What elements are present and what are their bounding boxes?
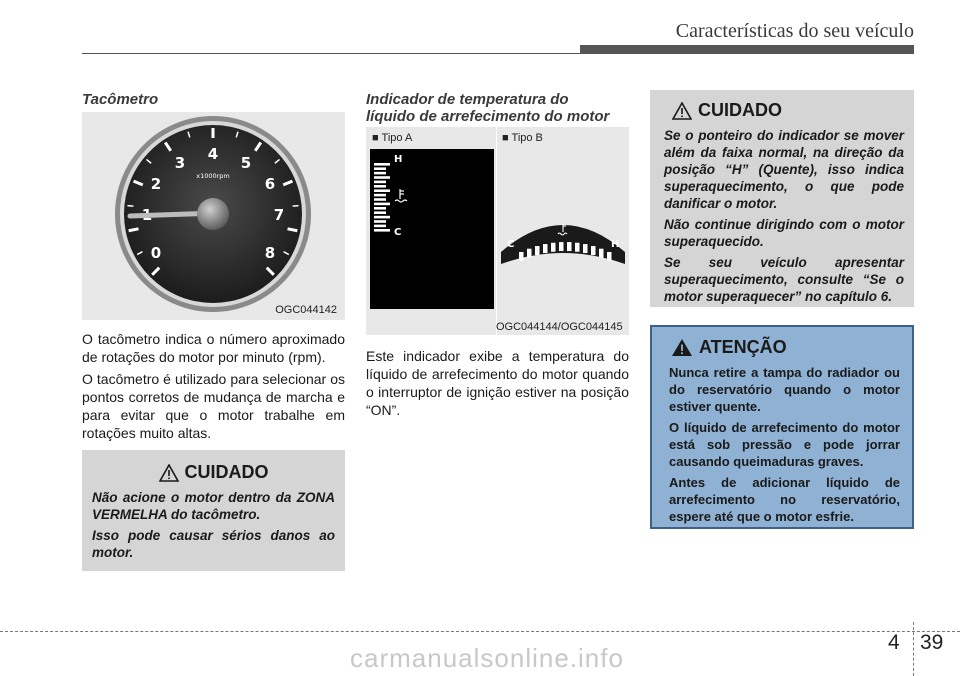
- bar-segment: [374, 194, 386, 197]
- arc-segment: [559, 242, 564, 251]
- type-b-gauge: [497, 212, 629, 272]
- tachometer-paragraph-1: O tacômetro indica o número aproximado de rotações do motor por minuto (rpm).: [82, 331, 345, 365]
- gauge-tick: [288, 229, 298, 231]
- attention-paragraph-1: Nunca retire a tampa do radiador ou do reservatório quando o motor estiver quente.: [669, 365, 900, 414]
- type-a-cold-label: C: [394, 227, 402, 238]
- bullet-square-icon: ■: [372, 132, 382, 144]
- gauge-tick: [129, 229, 139, 231]
- tachometer-description: [82, 330, 345, 446]
- bar-segment: [374, 220, 386, 223]
- gauge-number-2: 2: [150, 175, 162, 193]
- gauge-tick: [293, 206, 299, 207]
- attention-box: [650, 325, 914, 529]
- footer-separator: [913, 622, 914, 676]
- gauge-number-7: 7: [273, 206, 285, 224]
- bar-segment: [374, 198, 386, 201]
- temperature-description: [366, 347, 629, 423]
- gauge-number-4: 4: [207, 145, 219, 163]
- arc-segment: [607, 252, 612, 261]
- temperature-paragraph: Este indicador exibe a temperatura do líquido de arrefecimento do motor quando o interruptor de ignição estiver na posição “ON”.: [366, 348, 629, 418]
- tachometer-caution-header: [92, 462, 335, 483]
- tachometer-paragraph-2: O tacômetro é utilizado para selecionar os pontos corretos de mudança de marcha e para evitar que o motor trabalhe em rotações muito altas.: [82, 371, 345, 441]
- temperature-title-line-2: líquido de arrefecimento do motor: [366, 108, 610, 125]
- type-b-cold-label: C: [507, 239, 515, 250]
- attention-title: ATENÇÃO: [699, 337, 787, 357]
- tachometer-caution-title: CUIDADO: [184, 462, 269, 482]
- type-a-label: [372, 132, 412, 144]
- bar-segment: [374, 167, 386, 170]
- footer-rule: [0, 631, 960, 632]
- gauge-number-6: 6: [264, 175, 276, 193]
- arc-segment: [599, 249, 604, 258]
- bar-segment: [374, 229, 390, 232]
- type-a-gauge: [370, 149, 494, 309]
- bar-segment: [374, 185, 386, 188]
- arc-segment: [527, 249, 532, 258]
- temperature-caution-box: [650, 90, 914, 307]
- gauge-number-0: 0: [150, 244, 162, 262]
- bar-segment: [374, 216, 390, 219]
- bar-segment: [374, 203, 390, 206]
- temperature-caution-paragraph-2: Não continue dirigindo com o motor superaquecido.: [664, 217, 904, 249]
- bar-segment: [374, 176, 390, 179]
- gauge-unit: x1000rpm: [196, 172, 230, 180]
- gauge-number-5: 5: [240, 154, 252, 172]
- arc-segment: [567, 242, 572, 251]
- temperature-figure: [366, 127, 629, 335]
- arc-segment: [535, 246, 540, 255]
- tachometer-figure: [82, 112, 345, 320]
- gauge-number-3: 3: [174, 154, 186, 172]
- bar-segment: [374, 225, 386, 228]
- bar-segment: [374, 172, 386, 175]
- tachometer-gauge: [82, 112, 345, 320]
- type-b-hot-label: H: [611, 239, 620, 250]
- arc-segment: [583, 244, 588, 253]
- arc-segment: [543, 244, 548, 253]
- watermark: carmanualsonline.info: [350, 643, 624, 673]
- gauge-tick: [127, 206, 133, 207]
- arc-segment: [591, 246, 596, 255]
- temperature-caution-paragraph-1: Se o ponteiro do indicador se mover além da faixa normal, na direção da posição “H” (Quente), isso indica superaquecimento, o que pode danificar o motor.: [664, 128, 904, 211]
- temperature-caution-header: [672, 100, 904, 121]
- type-b-label: [502, 132, 543, 144]
- header-bar: [580, 45, 914, 53]
- tachometer-caution-paragraph-2: Isso pode causar sérios danos ao motor.: [92, 528, 335, 560]
- tachometer-caution-box: [82, 450, 345, 571]
- page-number: 39: [920, 631, 944, 654]
- header-rule: [82, 53, 914, 54]
- tachometer-image-code: OGC044142: [275, 304, 337, 316]
- attention-header: [671, 337, 900, 358]
- attention-paragraph-2: O líquido de arrefecimento do motor está sob pressão e pode jorrar causando queimaduras graves.: [669, 420, 900, 469]
- temperature-caution-paragraph-3: Se seu veículo apresentar superaquecimento, consulte “Se o motor superaquecer” no capítulo 6.: [664, 255, 904, 304]
- temperature-title: [366, 91, 636, 125]
- warning-triangle-icon: [159, 464, 179, 482]
- attention-paragraph-3: Antes de adicionar líquido de arrefecimento no reservatório, espere até que o motor esfrie.: [669, 475, 900, 524]
- type-b-text: Tipo B: [511, 132, 543, 144]
- bar-segment: [374, 207, 386, 210]
- bullet-square-icon: ■: [502, 132, 512, 144]
- warning-triangle-icon: [671, 338, 693, 357]
- tachometer-caution-paragraph-1: Não acione o motor dentro da ZONA VERMELHA do tacômetro.: [92, 490, 335, 522]
- bar-segment: [374, 211, 386, 214]
- type-a-text: Tipo A: [381, 132, 413, 144]
- temperature-image-code: OGC044144/OGC044145: [496, 321, 623, 333]
- arc-segment: [575, 243, 580, 252]
- temperature-caution-title: CUIDADO: [698, 100, 782, 120]
- tachometer-title: Tacômetro: [82, 91, 159, 108]
- arc-segment: [519, 252, 524, 261]
- arc-segment: [551, 243, 556, 252]
- chapter-number: 4: [888, 631, 900, 654]
- bar-segment: [374, 163, 390, 166]
- temperature-title-line-1: Indicador de temperatura do: [366, 91, 569, 108]
- warning-triangle-icon: [672, 102, 692, 120]
- gauge-hub: [197, 198, 229, 230]
- type-a-hot-label: H: [394, 154, 403, 165]
- gauge-number-8: 8: [264, 244, 276, 262]
- page-header-title: Características do seu veículo: [675, 20, 914, 42]
- bar-segment: [374, 189, 390, 192]
- bar-segment: [374, 181, 386, 184]
